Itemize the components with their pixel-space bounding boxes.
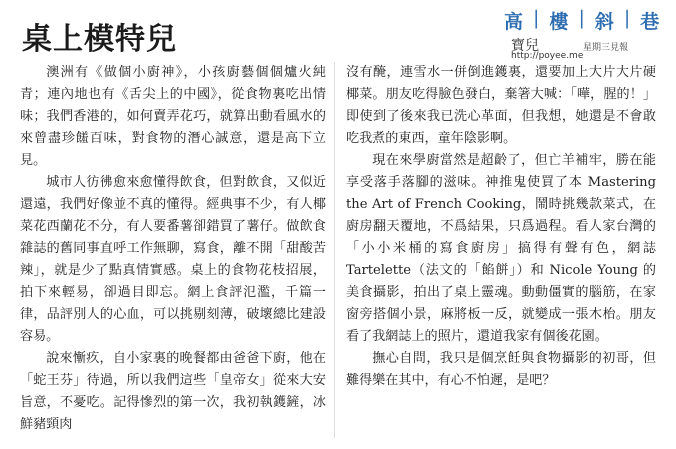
paragraph: 撫心自問，我只是個烹飪與食物攝影的初哥，但難得樂在其中，有心不怕遲，是吧？	[346, 351, 656, 388]
column-divider	[334, 62, 335, 438]
dateline: 星期三見報	[583, 43, 629, 53]
article-column-right	[346, 62, 656, 392]
column-title	[504, 7, 659, 34]
paragraph: 說來慚疚，自小家裏的晚餐都由爸爸下廚，他在「蛇王芬」待過，所以我們這些「皇帝女」從來大安旨意，不憂吃。記得慘烈的第一次，我初執鑊鏟，冰鮮豬頸肉	[20, 351, 326, 432]
column-separator: |	[623, 6, 631, 29]
column-title-char: 巷	[640, 10, 660, 33]
article-column-left	[20, 62, 326, 436]
column-separator: |	[578, 6, 585, 29]
paragraph: 沒有醃，連雪水一併倒進鑊裏，還要加上大片大片硬椰菜。朋友吃得臉色發白，棄箸大喊：「嘩，腥的！」即使到了後來我已洗心革面，但我想，她還是不會敢吃我煮的東西，童年陰影啊。	[346, 65, 656, 146]
column-title-char: 斜	[594, 10, 614, 33]
headline: 桌上模特兒	[22, 22, 177, 57]
paragraph: 現在來學廚當然是超齡了，但亡羊補牢，勝在能享受落手落腳的滋味。神推鬼使買了本 Mastering the Art of French Cooking，鬧時挑幾款菜式，在廚房翻天覆地，不爲結果，只爲過程。看人家台灣的「小小米桶的寫食廚房」搞得有聲有色，網誌 Tartelette（法文的「餡餅」）和 Nicole Young 的美食攝影，拍出了桌上靈魂。動動僵實的腦筋，在家窗旁搭個小景，麻將板一反，就變成一張木枱。朋友看了我網誌上的照片，還道我家有個後花園。	[346, 153, 656, 344]
column-name	[498, 6, 660, 33]
column-separator: |	[533, 6, 540, 29]
paragraph: 城市人彷彿愈來愈懂得飲食，但對飲食，又似近還遠，我們好像並不真的懂得。經典事不少，有人椰菜花西蘭花不分，有人要番薯卻錯買了薯仔。做飲食雜誌的舊同事直呼工作無聊，寫食，離不開「甜酸苦辣」，就是少了點真情實感。桌上的食物花枝招展，拍下來輕易，卻過目即忘。網上食評氾濫，千篇一律，品評別人的心血，可以挑剔刻薄，破壞總比建設容易。	[20, 175, 326, 344]
column-title-char: 高	[504, 10, 524, 33]
column-title-char: 樓	[549, 10, 569, 33]
author-url[interactable]: http://poyee.me	[511, 51, 584, 61]
author-name: 寶兒	[511, 38, 539, 54]
paragraph: 澳洲有《做個小廚神》，小孩廚藝個個爐火純青；連內地也有《舌尖上的中國》，從食物裏吃出情味；我們香港的，如何賣弄花巧，就算出動看風水的來曾盡珍饈百味，對食物的潛心誠意，還是高下立見。	[20, 65, 326, 168]
